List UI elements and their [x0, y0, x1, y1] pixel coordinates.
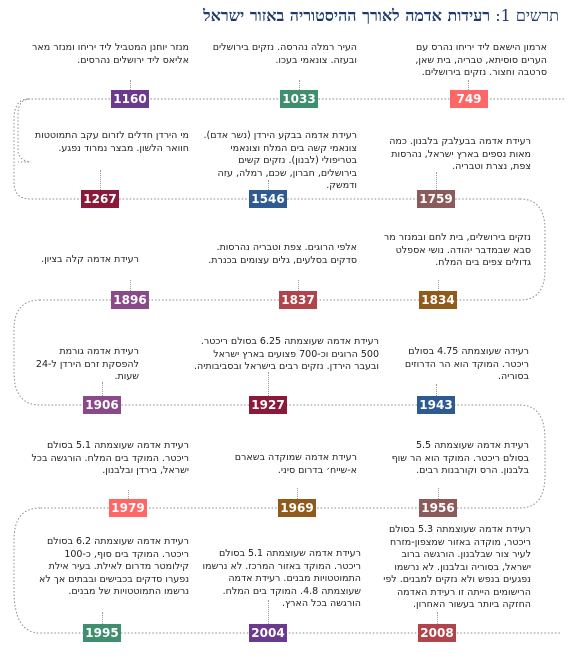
event-1943-text: רעידה שעוצמתה 4.75 בסולם ריכטר. המוקד הוא הר הדרוזים בסוריה. — [404, 346, 529, 382]
event-1759-text: רעידת אדמה בבעלבק בלבנון. כמה מאות נספים בארץ ישראל, נהרסות צפת, נצרת וטבריה. — [389, 136, 531, 172]
event-2008-tick — [437, 612, 439, 624]
title-main: רעידות אדמה לאורך ההיסטוריה באזור ישראל — [203, 6, 491, 25]
event-1834-year: 1834 — [419, 291, 457, 309]
event-1969-year: 1969 — [278, 499, 316, 517]
event-1759-year: 1759 — [417, 190, 455, 208]
event-1906-year: 1906 — [83, 396, 121, 414]
event-1834-tick — [438, 280, 440, 291]
event-2008-text: רעידת אדמה שעוצמתה 5.3 בסולם ריכטר, מוקדה באזור שמצפון-מזרח לעיר צור שבלבנון. הורגשה ברוב ישראל, בסוריה ובלבנון. לא נרשמו נפגעים בנפש ולא נזקים למבנים. לפי הרישומים הייתה זו רעידת האדמה החזקה ביותר בעשור האחרון. — [383, 524, 531, 610]
event-1837-text: אלפי הרוגים. צפת וטבריה נהרסות. סדקים בסלעים, גלים עצומים בכנרת. — [208, 242, 357, 266]
event-1906-tick — [102, 382, 104, 396]
event-1896-text: רעידת אדמה קלה בציון. — [41, 254, 139, 265]
event-1160-year: 1160 — [111, 90, 149, 108]
event-2004-year: 2004 — [249, 624, 287, 642]
event-1896-tick — [130, 280, 132, 291]
event-1969-tick — [297, 488, 299, 499]
event-1546-year: 1546 — [249, 190, 287, 208]
event-2004-text: רעידת אדמה שעוצמתה 5.1 בסולם ריכטר. המוקד באזור המרכז. לא נרשמו התמוטטויות מבנים. רעידת אדמה שעוצמתה 4.8. המוקד בים המלח. הורגשה בכל הארץ. — [202, 548, 361, 609]
event-1033-year: 1033 — [280, 90, 318, 108]
event-1969-text: רעידת אדמה שמוקדה בשארם א-שייח׳ בדרום סיני. — [234, 452, 357, 476]
event-1033-text: העיר רמלה נהרסה. נזקים בירושלים ובעזה. צונאמי בעכו. — [212, 42, 357, 66]
event-1546-tick — [268, 180, 270, 190]
event-749-tick — [468, 80, 470, 90]
event-1956-tick — [438, 488, 440, 499]
event-1979-tick — [128, 490, 130, 499]
event-1546-text: רעידת אדמה בבקע הירדן (נשר אדם). צונאמי קשה בים המלח וצונאמי בטריפולי (לבנון). נזקים קשים בירושלים, חברון, שכם, רמלה, עזה ודמשק. — [203, 130, 357, 191]
event-1927-tick — [268, 372, 270, 396]
event-1267-tick — [100, 170, 102, 190]
event-1956-year: 1956 — [419, 499, 457, 517]
event-1979-year: 1979 — [109, 499, 147, 517]
event-1927-text: רעידת אדמה שעוצמתה 6.25 בסולם ריכטר. 500 הרוגים וכ-700 פצועים בארץ ישראל ובעבר הירדן. נזקים רבים בישראל ובסביבותיה. — [193, 336, 379, 372]
event-1160-tick — [130, 80, 132, 90]
event-1896-year: 1896 — [111, 291, 149, 309]
event-1979-text: רעידת אדמה שעוצמתה 5.1 בסולם ריכטר. המוקד בים המלח. הורגשה בכל ישראל, בירדן ובלבנון. — [31, 440, 189, 476]
title-prefix: תרשים 1: — [490, 6, 559, 25]
event-1160-text: מנזר יוחנן המטביל ליד יריחו ומנזר מאר אליאס ליד ירושלים נהרסים. — [32, 42, 189, 66]
event-1995-year: 1995 — [83, 624, 121, 642]
event-1927-year: 1927 — [249, 396, 287, 414]
event-1943-tick — [436, 384, 438, 396]
event-1956-text: רעידת אדמה שעוצמתה 5.5 בסולם ריכטר. המוקד הוא הר שוף בלבנון. הרס וקורבנות רבים. — [391, 440, 529, 476]
event-1837-year: 1837 — [279, 291, 317, 309]
event-749-text: ארמון הישאם ליד יריחו נהרס עם הערים סוסיתא, טבריה, בית שאן, סרטבה וחצור. נזקים בירושלים. — [415, 42, 547, 78]
event-2008-year: 2008 — [418, 624, 456, 642]
event-2004-tick — [268, 600, 270, 624]
event-749-year: 749 — [450, 90, 488, 108]
event-1837-tick — [298, 280, 300, 291]
event-1995-tick — [102, 612, 104, 624]
event-1267-year: 1267 — [81, 190, 119, 208]
event-1267-text: מי הירדן חדלים לזרום עקב התמוטטות חוואר הלשון. מבצר נמרוד נפגע. — [34, 130, 189, 154]
event-1033-tick — [299, 80, 301, 90]
event-1995-text: רעידת אדמה שעוצמתה 6.2 בסולם ריכטר. המוקד בים סוף, כ-100 קילומטר מדרום לאילת. בעיר אילת נפערו סדקים בכבישים ובבתים אך לא נרשמו התמוטטויות של מבנים. — [39, 536, 189, 597]
event-1943-year: 1943 — [417, 396, 455, 414]
event-1834-text: נזקים בירושלים, בית לחם ובמנזר מר סבא שבמדבר יהודה. נושי אספלט גדולים צפים בים המלח. — [383, 232, 531, 268]
event-1906-text: רעידת אדמה גורמת להפסקת זרם הירדן ל-24 שעות. — [35, 346, 139, 382]
event-1759-tick — [436, 172, 438, 190]
